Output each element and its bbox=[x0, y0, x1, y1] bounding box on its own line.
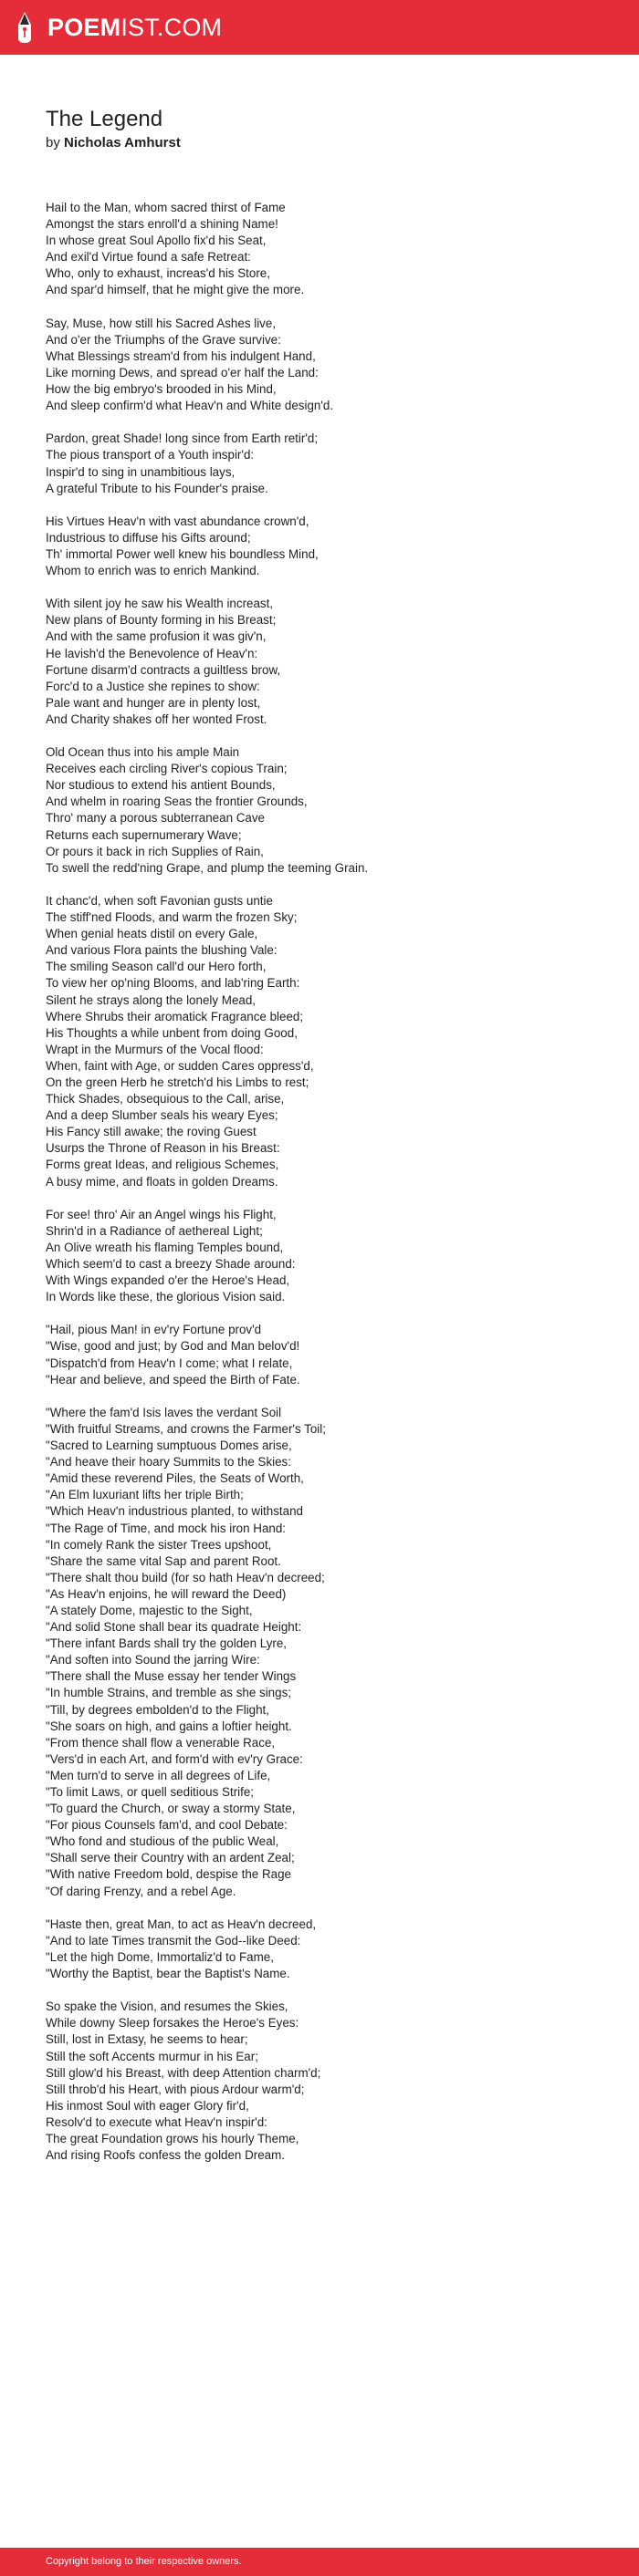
poem-line: "Worthy the Baptist, bear the Baptist's Name. bbox=[46, 1967, 290, 1981]
poem-line: To swell the redd'ning Grape, and plump the teeming Grain. bbox=[46, 860, 369, 875]
poem-line: Still the soft Accents murmur in his Ear; bbox=[46, 2049, 258, 2063]
poem-line: "From thence shall flow a venerable Race, bbox=[46, 1735, 276, 1750]
copyright-notice: Copyright belong to their respective owners. bbox=[46, 2556, 242, 2567]
poem-line: Still glow'd his Breast, with deep Attention charm'd; bbox=[46, 2065, 321, 2080]
top-bar bbox=[0, 0, 639, 55]
poem-line: Thick Shades, obsequious to the Call, arise, bbox=[46, 1092, 285, 1106]
poem-line: "For pious Counsels fam'd, and cool Debate: bbox=[46, 1818, 288, 1833]
poem-line: And sleep confirm'd what Heav'n and White design'd. bbox=[46, 399, 334, 413]
poem-line: His Fancy still awake; the roving Guest bbox=[46, 1125, 257, 1139]
poem-line: For see! thro' Air an Angel wings his Flight, bbox=[46, 1207, 277, 1221]
stanza bbox=[46, 431, 612, 496]
poem-line: "Sacred to Learning sumptuous Domes arise, bbox=[46, 1439, 292, 1453]
poem-line: "And soften into Sound the jarring Wire: bbox=[46, 1653, 260, 1667]
poem-line: "In humble Strains, and tremble as she sings; bbox=[46, 1686, 291, 1700]
stanza bbox=[46, 316, 612, 415]
poem-line: "Hear and believe, and speed the Birth of Fate. bbox=[46, 1372, 300, 1387]
poem-line: And various Flora paints the blushing Vale: bbox=[46, 943, 278, 958]
poem-line: The pious transport of a Youth inspir'd: bbox=[46, 448, 255, 462]
poem-line: And spar'd himself, that he might give the more. bbox=[46, 283, 305, 297]
poem-line: The stiff'ned Floods, and warm the frozen Sky; bbox=[46, 910, 298, 925]
poem-line: Or pours it back in rich Supplies of Rain, bbox=[46, 844, 264, 858]
stanza bbox=[46, 744, 612, 877]
poem-line: Fortune disarm'd contracts a guiltless brow, bbox=[46, 662, 281, 677]
poem-line: Whom to enrich was to enrich Mankind. bbox=[46, 564, 260, 578]
poem-line: A busy mime, and floats in golden Dreams. bbox=[46, 1174, 278, 1189]
poem-line: And o'er the Triumphs of the Grave survive: bbox=[46, 332, 281, 347]
poem-line: "Of daring Frenzy, and a rebel Age. bbox=[46, 1884, 236, 1898]
stanza bbox=[46, 1405, 612, 1900]
stanza bbox=[46, 514, 612, 579]
poem-line: In Words like these, the glorious Vision said. bbox=[46, 1290, 286, 1304]
poem-line: "As Heav'n enjoins, he will reward the Deed) bbox=[46, 1586, 287, 1601]
poem-line: "Hail, pious Man! in ev'ry Fortune prov'd bbox=[46, 1323, 262, 1337]
poem-line: "Which Heav'n industrious planted, to withstand bbox=[46, 1504, 303, 1519]
poem-line: To view her op'ning Blooms, and lab'ring Earth: bbox=[46, 976, 300, 991]
stanza bbox=[46, 1916, 612, 1982]
pen-nib-icon bbox=[15, 11, 35, 44]
stanza bbox=[46, 893, 612, 1190]
site-logo[interactable] bbox=[15, 11, 222, 44]
poem-line: And a deep Slumber seals his weary Eyes; bbox=[46, 1108, 278, 1123]
footer bbox=[0, 2548, 639, 2576]
poem-line: Who, only to exhaust, increas'd his Store, bbox=[46, 266, 270, 281]
poem-line: Industrious to diffuse his Gifts around; bbox=[46, 530, 251, 545]
poem-line: An Olive wreath his flaming Temples bound, bbox=[46, 1240, 284, 1254]
poem-line: Amongst the stars enroll'd a shining Name! bbox=[46, 217, 278, 232]
poem-line: Shrin'd in a Radiance of aethereal Light; bbox=[46, 1223, 263, 1238]
poem-line: "To guard the Church, or sway a stormy State, bbox=[46, 1802, 296, 1816]
poem-line: "Haste then, great Man, to act as Heav'n decreed, bbox=[46, 1916, 317, 1931]
poem-line: Still, lost in Extasy, he seems to hear; bbox=[46, 2032, 248, 2047]
poem-line: How the big embryo's brooded in his Mind, bbox=[46, 382, 277, 397]
poem-line: "Amid these reverend Piles, the Seats of Worth, bbox=[46, 1471, 304, 1486]
poem-line: Nor studious to extend his antient Bounds, bbox=[46, 778, 276, 793]
poem-title: The Legend bbox=[46, 107, 163, 131]
poem-line: Forc'd to a Justice she repines to show: bbox=[46, 679, 260, 693]
poem-line: "And heave their hoary Summits to the Skies: bbox=[46, 1455, 291, 1470]
poem-line: "Shall serve their Country with an ardent Zeal; bbox=[46, 1851, 295, 1865]
poem-line: "There shalt thou build (for so hath Heav'n decreed; bbox=[46, 1570, 325, 1584]
poem-header bbox=[46, 107, 593, 151]
poem-line: And with the same profusion it was giv'n, bbox=[46, 629, 267, 644]
poem-line: Inspir'd to sing in unambitious lays, bbox=[46, 464, 236, 479]
poem-line: "She soars on high, and gains a loftier height. bbox=[46, 1719, 292, 1733]
site-name-bold: POEM bbox=[47, 14, 121, 41]
stanza bbox=[46, 596, 612, 728]
poem-line: And Charity shakes off her wonted Frost. bbox=[46, 712, 267, 726]
stanza bbox=[46, 1999, 612, 2164]
poem-line: In whose great Soul Apollo fix'd his Seat, bbox=[46, 234, 267, 248]
poem-line: When, faint with Age, or sudden Cares oppress'd, bbox=[46, 1058, 314, 1073]
poem-line: With Wings expanded o'er the Heroe's Head, bbox=[46, 1273, 290, 1288]
poem-line: "Let the high Dome, Immortaliz'd to Fame, bbox=[46, 1949, 274, 1964]
poem-line: The great Foundation grows his hourly Theme, bbox=[46, 2131, 299, 2145]
poem-line: "Share the same vital Sap and parent Root. bbox=[46, 1553, 281, 1568]
by-label: by bbox=[46, 135, 60, 151]
poem-line: While downy Sleep forsakes the Heroe's Eyes: bbox=[46, 2016, 299, 2031]
poem-line: "With native Freedom bold, despise the Rage bbox=[46, 1867, 291, 1882]
poem-line: Receives each circling River's copious Train; bbox=[46, 762, 288, 776]
poem-line: Pardon, great Shade! long since from Earth retir'd; bbox=[46, 431, 319, 446]
poem-line: On the green Herb he stretch'd his Limbs to rest; bbox=[46, 1075, 309, 1089]
poem-line: Say, Muse, how still his Sacred Ashes live, bbox=[46, 316, 277, 330]
poem-line: "Wise, good and just; by God and Man belov'd! bbox=[46, 1339, 300, 1354]
poem-line: Still throb'd his Heart, with pious Ardour warm'd; bbox=[46, 2082, 305, 2096]
poem-line: "To limit Laws, or quell seditious Strife; bbox=[46, 1785, 255, 1799]
stanza bbox=[46, 1322, 612, 1387]
poem-line: Returns each supernumerary Wave; bbox=[46, 827, 242, 842]
byline bbox=[46, 135, 593, 151]
poem-line: "In comely Rank the sister Trees upshoot, bbox=[46, 1537, 272, 1552]
poem-line: Hail to the Man, whom sacred thirst of Fame bbox=[46, 201, 286, 214]
poem-body bbox=[46, 200, 612, 2180]
poem-line: What Blessings stream'd from his indulgent Hand, bbox=[46, 348, 316, 363]
site-name-rest: IST.COM bbox=[120, 14, 223, 41]
poem-line: Silent he strays along the lonely Mead, bbox=[46, 992, 257, 1007]
poem-line: "There infant Bards shall try the golden Lyre, bbox=[46, 1636, 288, 1651]
poem-line: New plans of Bounty forming in his Breast; bbox=[46, 613, 277, 628]
poem-line: "Where the fam'd Isis laves the verdant Soil bbox=[46, 1405, 282, 1419]
poem-line: "With fruitful Streams, and crowns the Farmer's Toil; bbox=[46, 1421, 326, 1436]
poem-line: Which seem'd to cast a breezy Shade around: bbox=[46, 1257, 296, 1271]
poem-line: With silent joy he saw his Wealth increast, bbox=[46, 597, 274, 611]
poem-line: Thro' many a porous subterranean Cave bbox=[46, 811, 265, 826]
poem-line: And whelm in roaring Seas the frontier Grounds, bbox=[46, 795, 308, 809]
poem-line: "And to late Times transmit the God--like Deed: bbox=[46, 1933, 301, 1948]
poem-line: Resolv'd to execute what Heav'n inspir'd: bbox=[46, 2114, 267, 2129]
poem-line: Usurps the Throne of Reason in his Breast: bbox=[46, 1141, 280, 1156]
poem-line: His Thoughts a while unbent from doing Good, bbox=[46, 1025, 298, 1040]
poem-line: It chanc'd, when soft Favonian gusts untie bbox=[46, 893, 273, 908]
poem-line: Old Ocean thus into his ample Main bbox=[46, 745, 240, 760]
poem-line: Where Shrubs their aromatick Fragrance bleed; bbox=[46, 1009, 304, 1023]
poem-line: When genial heats distil on every Gale, bbox=[46, 927, 258, 941]
poem-line: "Dispatch'd from Heav'n I come; what I relate, bbox=[46, 1356, 293, 1370]
author-link[interactable]: Nicholas Amhurst bbox=[64, 135, 181, 151]
poem-line: And exil'd Virtue found a safe Retreat: bbox=[46, 250, 251, 265]
poem-line: He lavish'd the Benevolence of Heav'n: bbox=[46, 646, 258, 660]
poem-line: "A stately Dome, majestic to the Sight, bbox=[46, 1603, 253, 1617]
poem-line: "The Rage of Time, and mock his iron Hand: bbox=[46, 1521, 287, 1535]
poem-line: "There shall the Muse essay her tender Wings bbox=[46, 1669, 297, 1684]
poem-line: Wrapt in the Murmurs of the Vocal flood: bbox=[46, 1042, 264, 1056]
poem-line: And rising Roofs confess the golden Dream. bbox=[46, 2148, 286, 2163]
poem-line: "An Elm luxuriant lifts her triple Birth; bbox=[46, 1488, 244, 1502]
poem-line: "Men turn'd to serve in all degrees of Life, bbox=[46, 1768, 271, 1782]
poem-line: Th' immortal Power well knew his boundless Mind, bbox=[46, 546, 319, 561]
poem-line: His inmost Soul with eager Glory fir'd, bbox=[46, 2098, 249, 2113]
poem-line: A grateful Tribute to his Founder's praise. bbox=[46, 481, 268, 495]
poem-line: "And solid Stone shall bear its quadrate Height: bbox=[46, 1620, 302, 1635]
stanza bbox=[46, 1207, 612, 1306]
stanza bbox=[46, 200, 612, 299]
poem-line: Like morning Dews, and spread o'er half the Land: bbox=[46, 365, 319, 379]
poem-line: "Who fond and studious of the public Weal, bbox=[46, 1834, 279, 1849]
poem-line: "Vers'd in each Art, and form'd with ev'ry Grace: bbox=[46, 1751, 303, 1766]
poem-line: Pale want and hunger are in plenty lost, bbox=[46, 695, 261, 710]
poem-line: Forms great Ideas, and religious Schemes, bbox=[46, 1158, 279, 1172]
poem-line: The smiling Season call'd our Hero forth, bbox=[46, 960, 267, 974]
site-name bbox=[47, 11, 222, 44]
poem-line: So spake the Vision, and resumes the Skies, bbox=[46, 2000, 288, 2014]
poem-line: His Virtues Heav'n with vast abundance crown'd, bbox=[46, 514, 309, 528]
poem-line: "Till, by degrees embolden'd to the Flight, bbox=[46, 1702, 269, 1717]
